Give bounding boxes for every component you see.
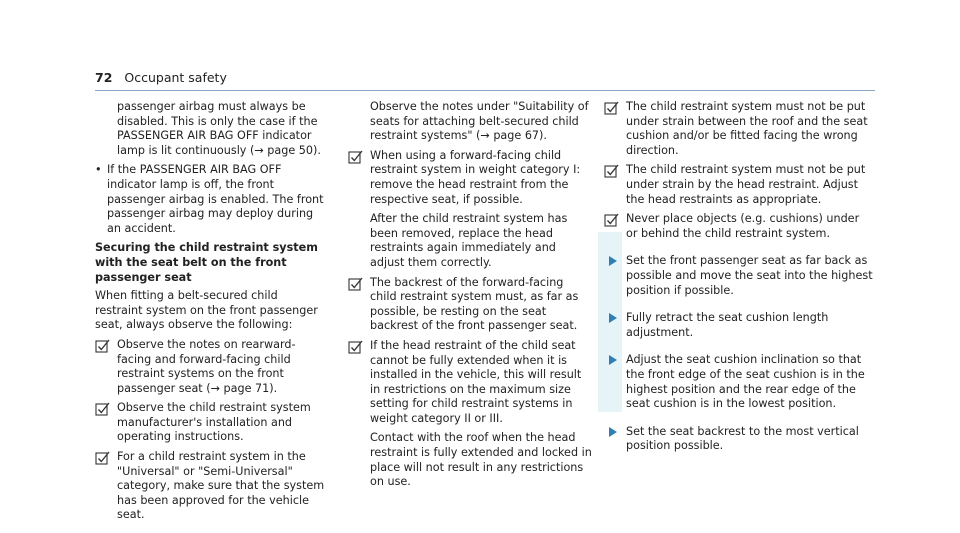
check-text: The backrest of the forward-facing child restraint system must, as far as possible, be resting on the seat backrest of the front passenger seat. [370,275,579,333]
check-followup-text: Contact with the roof when the head restraint is fully extended and locked in place will not result in any restrictions on use. [370,431,592,489]
check-item [604,100,874,158]
checkbox-check-icon [604,101,619,116]
step-text: Fully retract the seat cushion length adjustment. [626,311,829,339]
check-item [604,212,874,241]
step-arrow-icon [609,313,617,323]
step-text: Set the front passenger seat as far back as possible and move the seat into the highest position if possible. [626,254,873,297]
check-item [95,338,325,396]
checkbox-check-icon [348,150,363,165]
col2-intro: Observe the notes under "Suitability of seats for attaching belt-secured child restraint systems" (→ page 67). [370,100,589,143]
header-divider [95,90,875,91]
bullet-item [95,163,325,236]
checkbox-check-icon [604,213,619,228]
check-followup-text: After the child restraint system has been removed, replace the head restraints again immediately and adjust them correctly. [370,212,568,269]
checkbox-check-icon [348,277,363,292]
check-item [348,276,593,334]
step-item [604,425,874,454]
section-heading: Securing the child restraint system with the seat belt on the front passenger seat [95,241,318,284]
col1-lead: When fitting a belt-secured child restraint system on the front passenger seat, always observe the following: [95,289,318,332]
check-item [95,401,325,445]
checkbox-check-icon [95,402,110,417]
column-3 [604,100,874,465]
checkbox-check-icon [95,339,110,354]
check-text: Never place objects (e.g. cushions) under or behind the child restraint system. [626,212,860,240]
check-item [604,163,874,207]
checkbox-check-icon [95,451,110,466]
bullet-text: If the PASSENGER AIR BAG OFF indicator lamp is off, the front passenger airbag is enabled. The front passenger airbag may deploy during an accident. [107,163,324,235]
checkbox-check-icon [348,340,363,355]
section-title: Occupant safety [124,70,227,85]
step-arrow-icon [609,256,617,266]
check-item [95,450,325,523]
check-item [348,339,593,427]
column-1 [95,100,325,528]
page-header [95,70,227,85]
check-text: For a child restraint system in the "Universal" or "Semi-Universal" category, make sure that the system has been approved for the vehicle seat. [117,450,325,522]
step-text: Set the seat backrest to the most vertical position possible. [626,424,859,453]
step-item [604,353,874,411]
column-2 [348,100,593,495]
step-arrow-icon [609,427,617,437]
check-text: Observe the child restraint system manufacturer's installation and operating instructions. [117,401,311,444]
bullet-dot-icon: • [95,163,102,177]
step-arrow-icon [609,355,617,365]
col1-intro: passenger airbag must always be disabled. This is only the case if the PASSENGER AIR BAG OFF indicator lamp is lit continuously (→ page 50). [117,100,321,157]
check-item [348,149,593,207]
check-text: The child restraint system must not be put under strain between the roof and the seat cushion and/or be fitted facing the wrong direction. [626,100,868,157]
step-text: Adjust the seat cushion inclination so that the front edge of the seat cushion is in the highest position and the rear edge of the seat cushion is in the lowest position. [626,353,865,411]
page-number: 72 [95,70,113,85]
check-text: Observe the notes on rearward-facing and forward-facing child restraint systems on the front passenger seat (→ page 71). [117,337,296,395]
step-item [604,311,874,340]
step-item [604,254,874,298]
check-text: When using a forward-facing child restraint system in weight category I: remove the head restraint from the respective seat, if possible. [370,148,581,206]
check-text: The child restraint system must not be put under strain by the head restraint. Adjust the head restraints as appropriate. [626,163,866,206]
check-text: If the head restraint of the child seat cannot be fully extended when it is installed in the vehicle, this will result in restrictions on the maximum size setting for child restraint systems in weight category II or III. [370,338,582,425]
checkbox-check-icon [604,164,619,179]
